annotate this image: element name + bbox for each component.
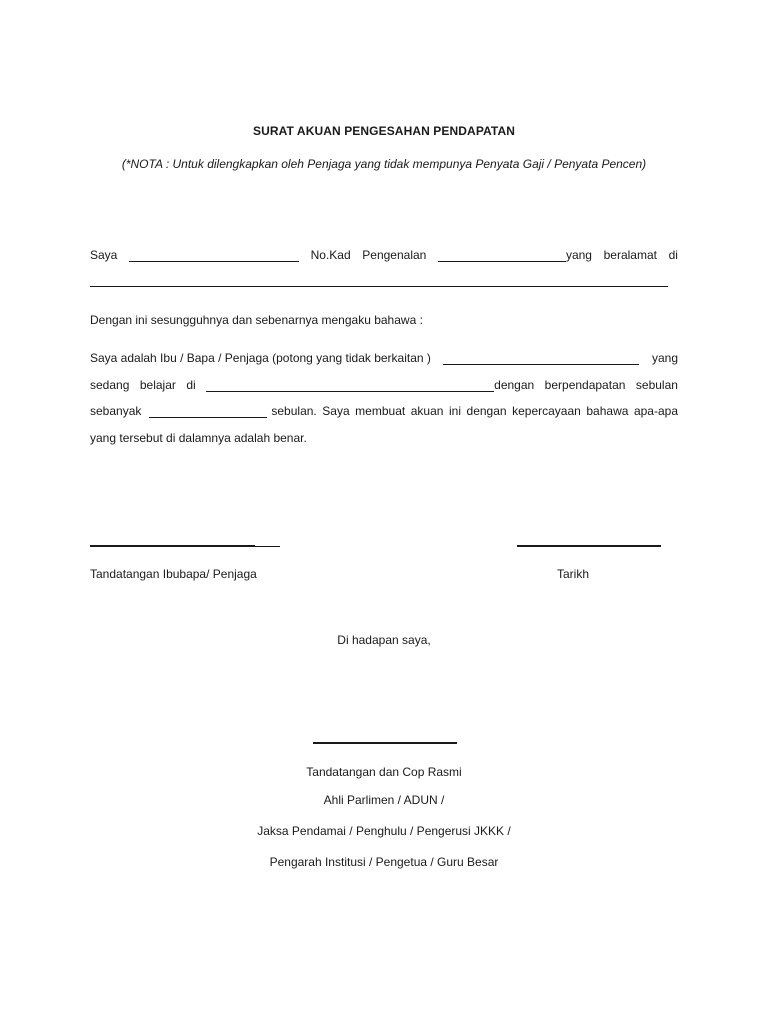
official-title-line-1: Ahli Parlimen / ADUN / [323, 793, 445, 807]
ic-label-no-kad: No.Kad [310, 248, 351, 262]
word-berpendapatan: berpendapatan [544, 378, 626, 392]
word-belajar: belajar [139, 378, 176, 392]
date-label: Tarikh [557, 567, 590, 581]
address-label-di: di [668, 248, 678, 262]
official-signature-line[interactable] [313, 742, 457, 744]
document-title: SURAT AKUAN PENGESAHAN PENDAPATAN [253, 124, 515, 138]
parent-signature-label: Tandatangan Ibubapa/ Penjaga [90, 567, 257, 581]
saya-label: Saya [90, 248, 118, 262]
address-label-yang: yang [565, 248, 592, 262]
parent-signature-line[interactable] [90, 545, 255, 547]
institution-field[interactable] [206, 380, 494, 392]
parent-signature-line-tail [255, 546, 280, 547]
name-field[interactable] [129, 250, 299, 262]
student-name-field[interactable] [443, 353, 639, 365]
address-label-beralamat: beralamat [603, 248, 657, 262]
official-title-line-3: Pengarah Institusi / Pengetua / Guru Besar [269, 855, 499, 869]
relationship-row [90, 351, 678, 365]
institution-group [206, 378, 534, 392]
witness-intro: Di hadapan saya, [337, 633, 431, 647]
income-statement-text: sebulan. Saya membuat akuan ini dengan kepercayaan bahawa apa-apa [271, 404, 678, 418]
relationship-text: Saya adalah Ibu / Bapa / Penjaga (potong yang tidak berkaitan ) [90, 351, 431, 365]
word-dengan: dengan [494, 378, 535, 392]
institution-row [90, 378, 678, 392]
ic-address-group [438, 248, 592, 262]
official-signature-label: Tandatangan dan Cop Rasmi [306, 765, 462, 779]
document-note: (*NOTA : Untuk dilengkapkan oleh Penjaga yang tidak mempunya Penyata Gaji / Penyata Pencen) [121, 157, 647, 171]
ic-label-pengenalan: Pengenalan [362, 248, 427, 262]
word-sedang: sedang [90, 378, 130, 392]
word-di: di [186, 378, 196, 392]
word-sebanyak: sebanyak [90, 404, 142, 418]
truth-statement: yang tersebut di dalamnya adalah benar. [90, 431, 307, 445]
official-title-line-2: Jaksa Pendamai / Penghulu / Pengerusi JKKK / [257, 824, 511, 838]
name-ic-address-row [90, 248, 678, 262]
word-sebulan: sebulan [635, 378, 678, 392]
income-amount-field[interactable] [149, 406, 267, 418]
ic-number-field[interactable] [438, 250, 566, 262]
relationship-end-word: yang [651, 351, 678, 365]
declaration-text: Dengan ini sesungguhnya dan sebenarnya mengaku bahawa : [90, 313, 423, 327]
income-row [90, 404, 678, 418]
address-field[interactable] [90, 286, 668, 287]
date-line[interactable] [517, 545, 661, 547]
